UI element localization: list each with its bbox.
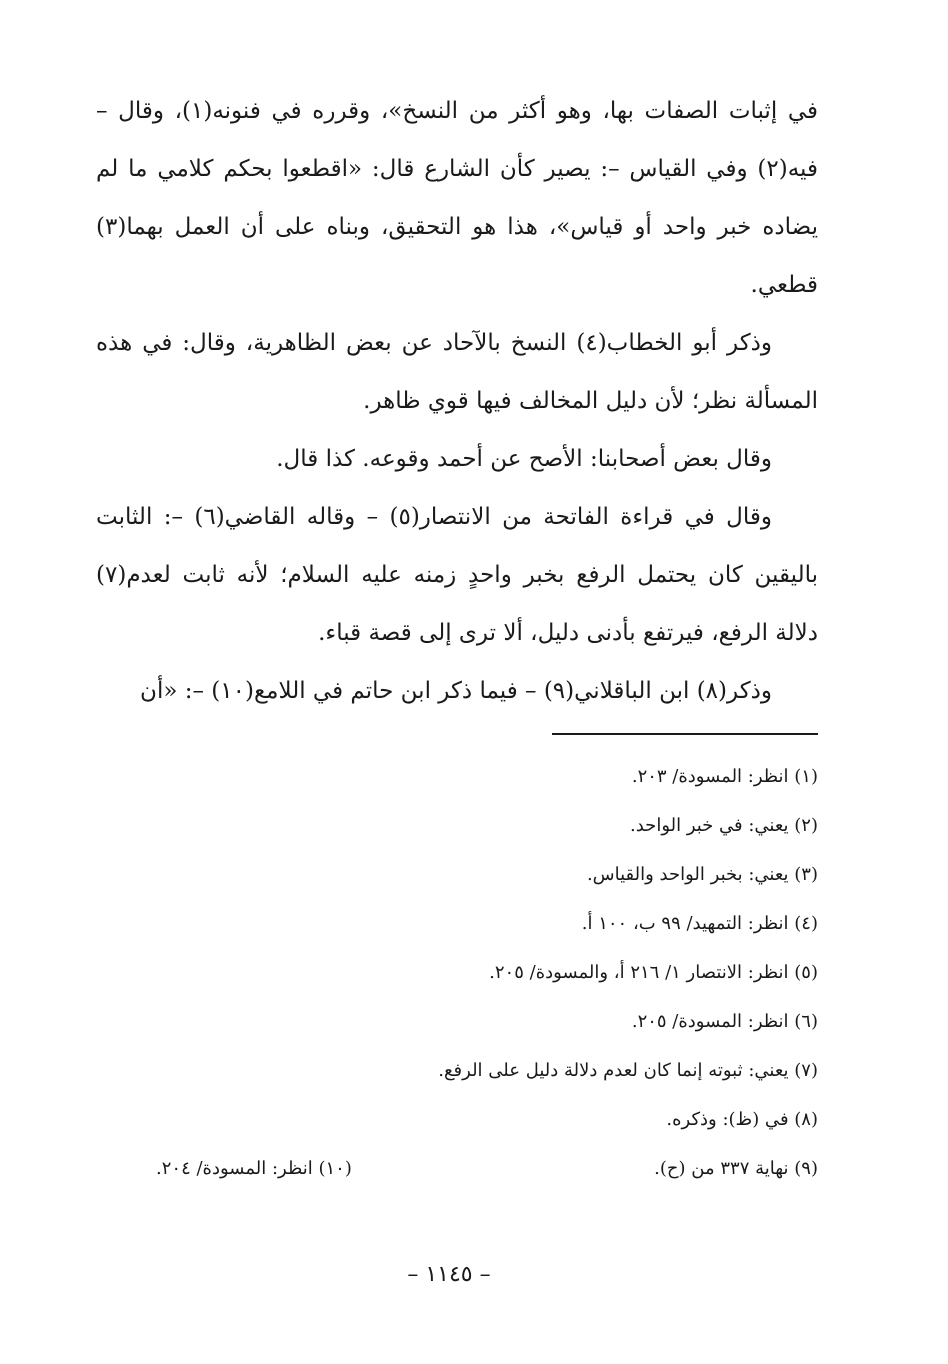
footnote-5: (٥) انظر: الانتصار ١/ ٢١٦ أ، والمسودة/ ٢٠٥. [489,962,818,983]
footnote-8: (٨) في (ظ): وذكره. [666,1109,818,1130]
paragraph-4: وقال في قراءة الفاتحة من الانتصار(٥) – وقاله القاضي(٦) –: الثابت باليقين كان يحتمل الرفع بخبر واحدٍ زمنه عليه السلام؛ لأنه ثابت لعدم(٧) دلالة الرفع، فيرتفع بأدنى دليل، ألا ترى إلى قصة قباء. [96,504,818,646]
footnote-2: (٢) يعني: في خبر الواحد. [630,815,818,836]
footnote-3: (٣) يعني: بخبر الواحد والقياس. [586,864,818,885]
page-number: – ١١٤٥ – [407,1262,491,1287]
footnote-separator [552,733,818,735]
footnote-1: (١) انظر: المسودة/ ٢٠٣. [631,766,818,787]
footnote-row-9-10 [96,1144,818,1193]
main-text [96,82,818,720]
footnote-7: (٧) يعني: ثبوته إنما كان لعدم دلالة دليل على الرفع. [438,1060,818,1081]
footnotes [96,752,818,1193]
paragraph-5: وذكر(٨) ابن الباقلاني(٩) – فيما ذكر ابن حاتم في اللامع(١٠) –: «أن [140,678,772,704]
footnote-9: (٩) نهاية ٣٣٧ من (ح). [654,1158,818,1179]
footnote-10: (١٠) انظر: المسودة/ ٢٠٤. [156,1158,352,1179]
paragraph-1: في إثبات الصفات بها، وهو أكثر من النسخ»، وقرره في فنونه(١)، وقال – فيه(٢) وفي القياس –: يصير كأن الشارع قال: «اقطعوا بحكم كلامي ما لم يضاده خبر واحد أو قياس»، هذا هو التحقيق، وبناه على أن العمل بهما(٣) قطعي. [96,98,818,298]
paragraph-3: وقال بعض أصحابنا: الأصح عن أحمد وقوعه. كذا قال. [276,446,772,472]
footnote-6: (٦) انظر: المسودة/ ٢٠٥. [631,1011,818,1032]
paragraph-2: وذكر أبو الخطاب(٤) النسخ بالآحاد عن بعض الظاهرية، وقال: في هذه المسألة نظر؛ لأن دليل المخالف فيها قوي ظاهر. [96,330,818,414]
footnote-4: (٤) انظر: التمهيد/ ٩٩ ب، ١٠٠ أ. [581,913,818,934]
